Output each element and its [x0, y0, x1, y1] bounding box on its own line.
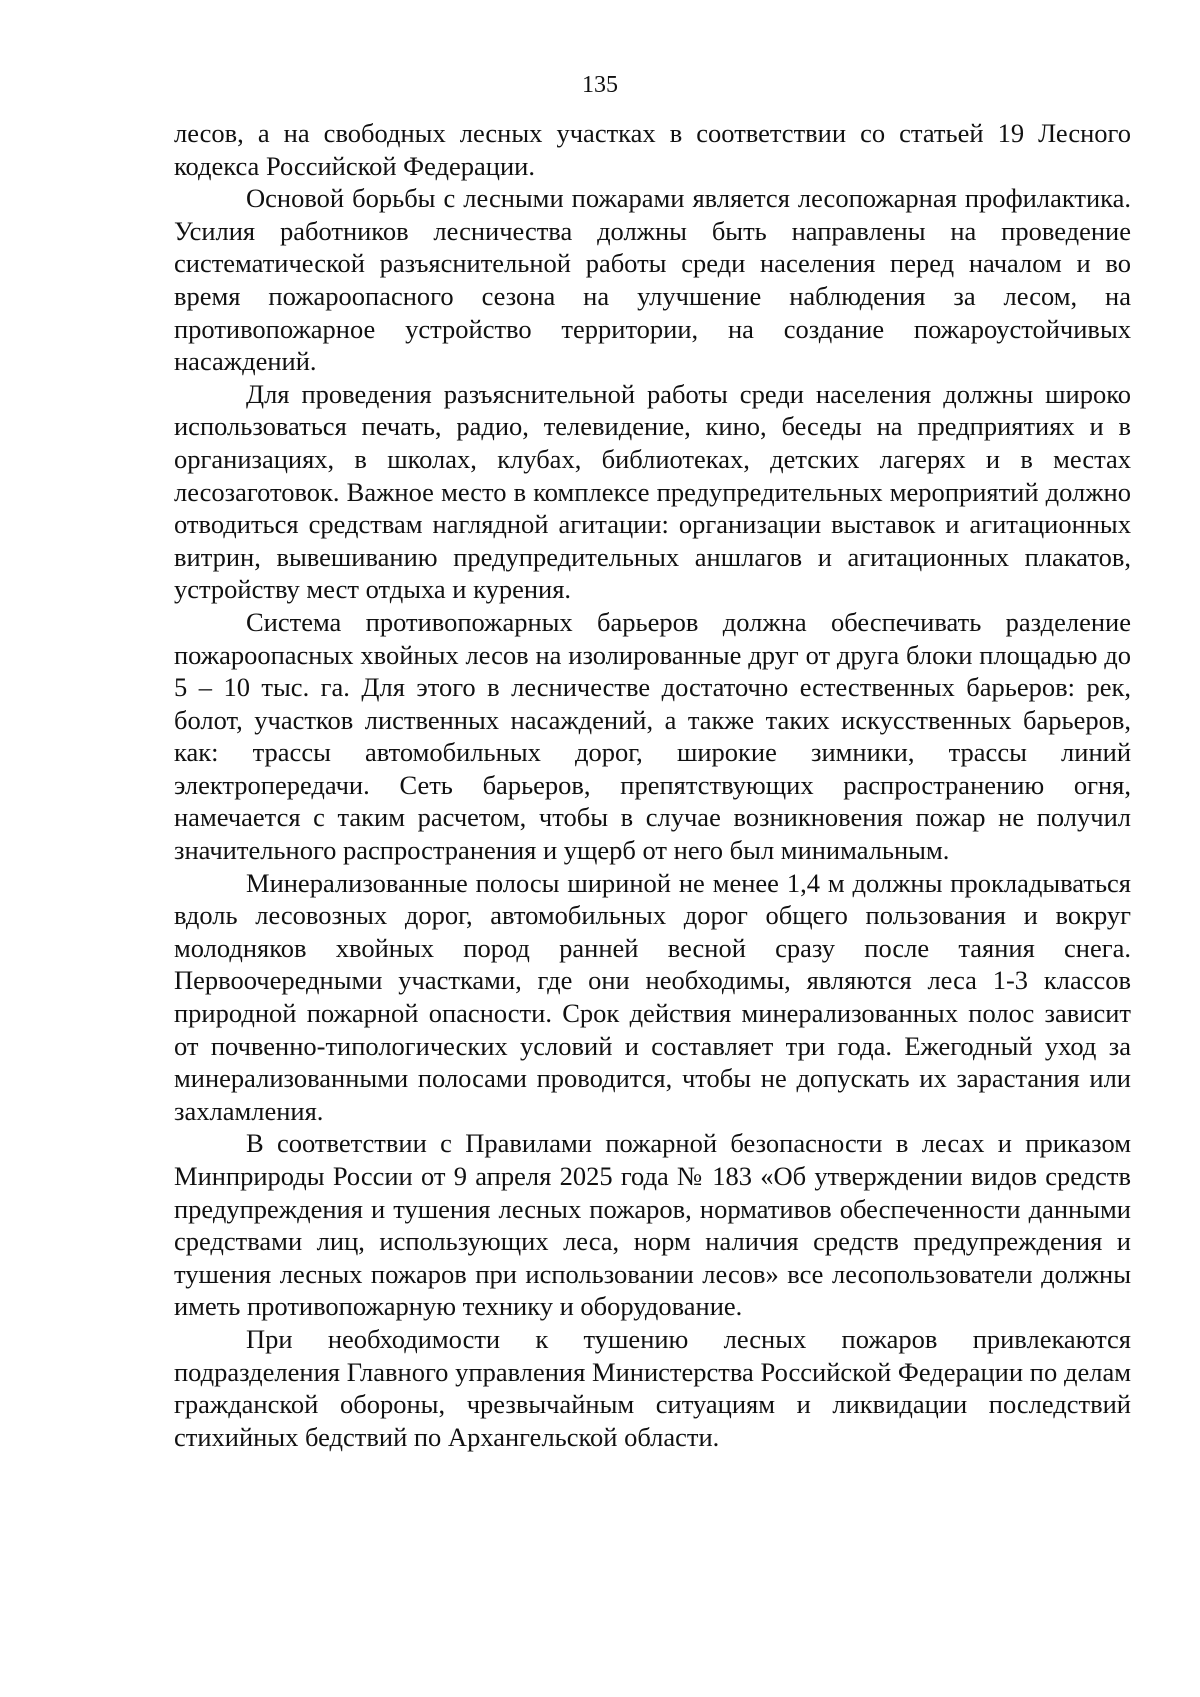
page-number: 135 [582, 72, 618, 98]
paragraph-outreach-work: Для проведения разъяснительной работы среди населения должны широко использоваться печать, радио, телевидение, кино, беседы на предприятиях и в организациях, в школах, клубах, библиотеках, детских лагерях и в местах лесозаготовок. Важное место в комплексе предупредительных мероприятий должно отводиться средствам наглядной агитации: организации выставок и агитационных витрин, вывешиванию предупредительных аншлагов и агитационных плакатов, устройству мест отдыха и курения. [174, 378, 1131, 605]
paragraph-fire-prevention-basis: Основой борьбы с лесными пожарами является лесопожарная профилактика. Усилия работников лесничества должны быть направлены на проведение систематической разъяснительной работы среди населения перед началом и во время пожароопасного сезона на улучшение наблюдения за лесом, на противопожарное устройство территории, на создание пожароустойчивых насаждений. [174, 183, 1131, 377]
paragraph-regulations: В соответствии с Правилами пожарной безопасности в лесах и приказом Минприроды России от 9 апреля 2025 года № 183 «Об утверждении видов средств предупреждения и тушения лесных пожаров, нормативов обеспеченности данными средствами лиц, использующих леса, норм наличия средств предупреждения и тушения лесных пожаров при использовании лесов» все лесопользователи должны иметь противопожарную технику и оборудование. [174, 1128, 1131, 1322]
paragraph-emergency-services: При необходимости к тушению лесных пожаров привлекаются подразделения Главного управления Министерства Российской Федерации по делам гражданской обороны, чрезвычайным ситуациям и ликвидации последствий стихийных бедствий по Архангельской области. [174, 1323, 1131, 1452]
paragraph-fire-barriers: Система противопожарных барьеров должна обеспечивать разделение пожароопасных хвойных лесов на изолированные друг от друга блоки площадью до 5 – 10 тыс. га. Для этого в лесничестве достаточно естественных барьеров: рек, болот, участков лиственных насаждений, а также таких искусственных барьеров, как: трассы автомобильных дорог, широкие зимники, трассы линий электропередачи. Сеть барьеров, препятствующих распространению огня, намечается с таким расчетом, чтобы в случае возникновения пожар не получил значительного распространения и ущерб от него был минимальным. [174, 606, 1131, 866]
paragraph-continuation: лесов, а на свободных лесных участках в соответствии со статьей 19 Лесного кодекса Российской Федерации. [174, 118, 1131, 181]
paragraph-mineralized-strips: Минерализованные полосы шириной не менее 1,4 м должны прокладываться вдоль лесовозных дорог, автомобильных дорог общего пользования и вокруг молодняков хвойных пород ранней весной сразу после таяния снега. Первоочередными участками, где они необходимы, являются леса 1-3 классов природной пожарной опасности. Срок действия минерализованных полос зависит от почвенно-типологических условий и составляет три года. Ежегодный уход за минерализованными полосами проводится, чтобы не допускать их зарастания или захламления. [174, 867, 1131, 1126]
document-body [174, 117, 1131, 1453]
